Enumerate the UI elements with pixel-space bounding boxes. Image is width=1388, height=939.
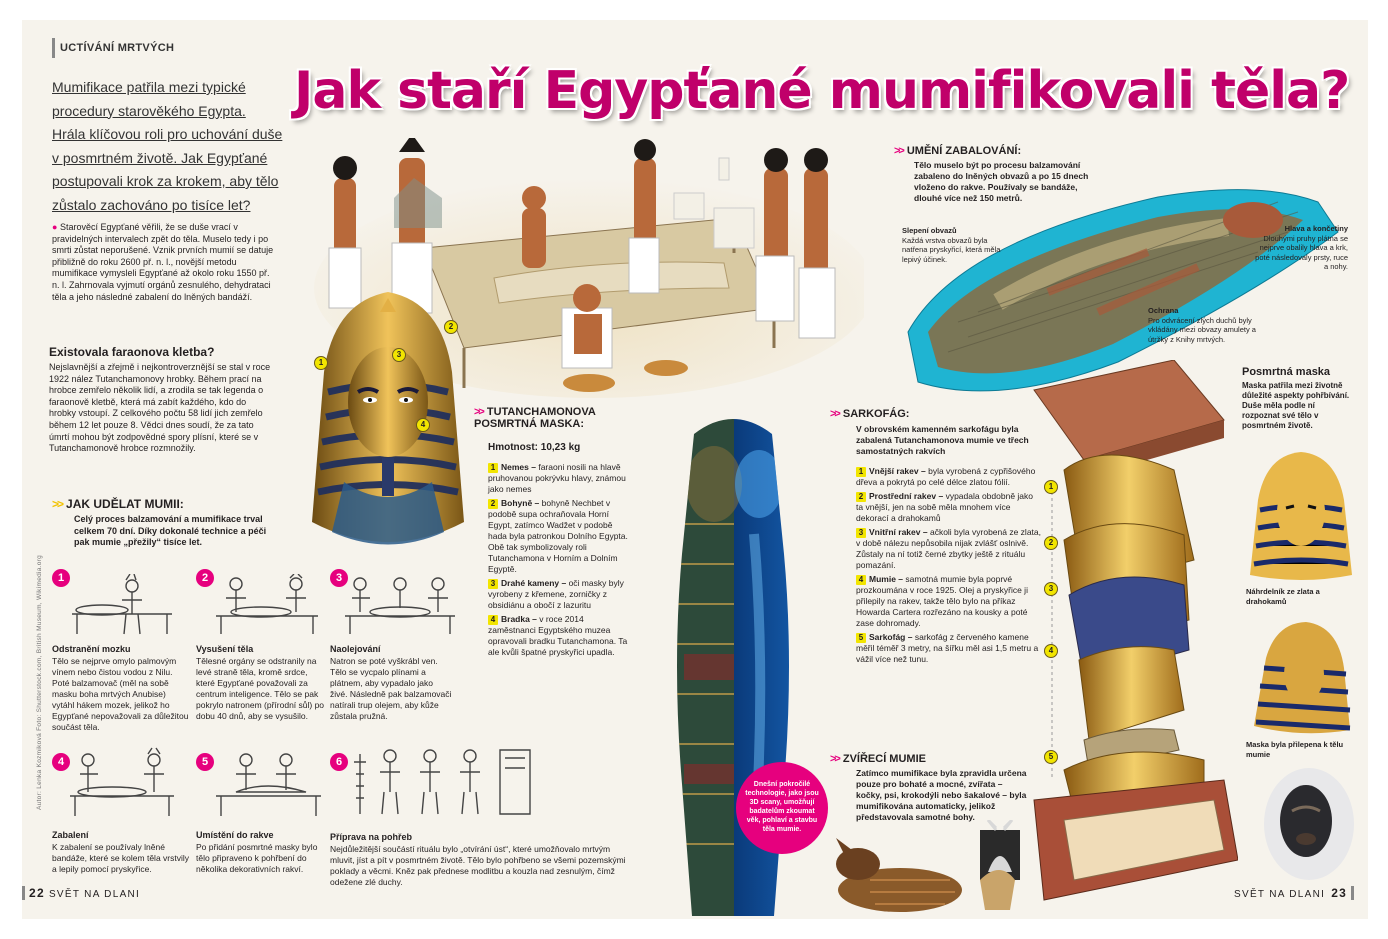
death-mask-intro: Posmrtná maska Maska patřila mezi životně důležité aspekty pohřbívání. Duše měla podle ní rozpoznat své tělo v posmrtném životě. bbox=[1242, 366, 1354, 431]
animals-heading: >> ZVÍŘECÍ MUMIE bbox=[830, 753, 926, 765]
coffin-callout-5: 5 bbox=[1044, 750, 1058, 764]
sarcophagus-item: 4 Mumie – samotná mumie byla poprvé prozkoumána v roce 1925. Olej a pryskyřice ji přilepily na rakev, takže tělo bylo na příkaz Howarda Cartera rozřezáno na kousky a poté zase dohromady. bbox=[856, 574, 1028, 628]
wrapping-protect: Ochrana Pro odvrácení zlých duchů byly vkládány mezi obvazy amulety a útržky z Knihy mrtvých. bbox=[1148, 306, 1256, 344]
mask-callout-2: 2 bbox=[444, 320, 458, 334]
footer-left: 22 SVĚT NA DLANI bbox=[22, 886, 140, 900]
step-text: Tělesné orgány se odstranily na levé straně těla, kromě srdce, které Egypťané považovali za centrum inteligence. Tělo se pak pokrylo natronem (přírodní sůl) po dobu 40 dnů, aby se vysušilo. bbox=[196, 656, 325, 721]
necklace-caption: Náhrdelník ze zlata a drahokamů bbox=[1246, 587, 1320, 606]
step-5 bbox=[196, 752, 336, 874]
sarcophagus-items bbox=[856, 466, 1042, 665]
animal-mummies-image bbox=[830, 820, 1026, 916]
mask-callout-4: 4 bbox=[416, 418, 430, 432]
page-title: Jak staří Egypťané mumifikovali těla? bbox=[294, 61, 1350, 121]
photo-credit: Autor: Lenka Kozmiková Foto: Shutterstock.com, British Museum, Wikimedia.org bbox=[36, 554, 43, 810]
mask-weight: Hmotnost: 10,23 kg bbox=[488, 442, 581, 453]
step-title: Vysušení těla bbox=[196, 644, 254, 654]
step-number: 6 bbox=[330, 753, 348, 771]
funeral-sketch-icon bbox=[340, 744, 540, 820]
step-title: Naolejování bbox=[330, 644, 381, 654]
magazine-spread bbox=[22, 20, 1368, 919]
step-number: 2 bbox=[196, 569, 214, 587]
footer-right: SVĚT NA DLANI 23 bbox=[1234, 886, 1354, 900]
step-text: Po přidání posmrtné masky bylo tělo připraveno k pohřbení do několika dekorativních rakví. bbox=[196, 842, 318, 874]
sarcophagus-item: 2 Prostřední rakev – vypadala obdobně jako ta vnější, jen na sobě měla mnohem více dekorací a drahokamů bbox=[856, 491, 1033, 523]
intro-line: procedury starověkého Egypta. bbox=[52, 102, 246, 119]
tutankhamun-mask-image bbox=[304, 282, 472, 552]
step-title: Příprava na pohřeb bbox=[330, 832, 413, 842]
step-title: Zabalení bbox=[52, 830, 89, 840]
mask-callout-3: 3 bbox=[392, 348, 406, 362]
wrapping-heading: >> UMĚNÍ ZABALOVÁNÍ: bbox=[894, 145, 1022, 157]
coffin-callout-2: 2 bbox=[1044, 536, 1058, 550]
sarcophagus-item: 5 Sarkofág – sarkofág z červeného kamene měřil téměř 3 metry, na šířku měl asi 1,5 metru a vážil více než tunu. bbox=[856, 632, 1039, 664]
step-number: 4 bbox=[52, 753, 70, 771]
curse-text: Nejslavnější a zřejmě i nejkontroverznější se stal v roce 1922 nález Tutanchamonovy hrobky. Během prací na hrobce zemřelo několik lidí, a zrodila se tak legenda o faraonově kletbě, která má zabít každého, kdo do hrobky vstoupí. Z celkového počtu 58 lidí jich zemřelo během 12 let pouze 8. Vědci dnes soudí, že za tato úmrtí mohou být zodpovědné spory plísní, které se v Tutanchamonově hrobce rozmnožily. bbox=[49, 362, 271, 454]
sarcophagus-item: 1 Vnější rakev – byla vyrobená z cypřišového dřeva a pokrytá po celé délce zlatou fólií. bbox=[856, 466, 1036, 487]
step-title: Odstranění mozku bbox=[52, 644, 131, 654]
wrapping-text: Tělo muselo být po procesu balzamování zabaleno do lněných obvazů a po 15 dnech vloženo do rakve. Používaly se bandáže, dlouhé více než 150 metrů. bbox=[914, 160, 1089, 203]
step-3 bbox=[330, 568, 470, 721]
mask-item: 1 Nemes – faraoni nosili na hlavě pruhovanou pokrývku hlavy, známou jako nemes bbox=[488, 462, 626, 494]
step-title: Umístění do rakve bbox=[196, 830, 274, 840]
wrapping-head: Hlava a končetiny Dlouhými pruhy plátna se nejprve obalily hlava a krk, poté následovaly prsty, ruce a nohy. bbox=[1255, 224, 1348, 271]
mask-items bbox=[488, 462, 628, 658]
intro-line: zůstalo zachováno po tisíce let? bbox=[52, 196, 251, 213]
curse-heading: Existovala faraonova kletba? bbox=[49, 345, 215, 359]
intro-line: Mumifikace patřila mezi typické bbox=[52, 79, 246, 95]
mask-item: 4 Bradka – v roce 2014 zaměstnanci Egyptského muzea opravovali bradku Tutanchamona. Ta ale kvůli špatné pryskyřici upadla. bbox=[488, 614, 628, 657]
organs-sketch-icon bbox=[206, 574, 331, 640]
intro-line: Hrála klíčovou roli pro uchování duše bbox=[52, 126, 283, 142]
intro-line: postupovali krok za krokem, aby tělo bbox=[52, 173, 279, 189]
step-text: K zabalení se používaly lněné bandáže, které se kolem těla vrstvily a lepily pomocí pryskyřice. bbox=[52, 842, 190, 874]
step-number: 1 bbox=[52, 569, 70, 587]
mask-item: 2 Bohyně – bohyně Nechbet v podobě supa ochraňovala Horní Egypt, zatímco Wadžet v podobě hada byla patronkou Dolního Egypta. Obě tak symbolizovaly roli Tutanchamona v Horním a Dolním Egyptě. bbox=[488, 498, 628, 574]
step-2 bbox=[196, 568, 336, 721]
step-4 bbox=[52, 752, 192, 874]
intro bbox=[52, 76, 292, 217]
intro-line: v posmrtném životě. Jak Egypťané bbox=[52, 149, 268, 166]
coffins-exploded-illustration bbox=[1024, 360, 1238, 916]
sarcophagus-heading: >> SARKOFÁG: bbox=[830, 408, 910, 420]
step-text: Tělo se nejprve omylo palmovým vínem nebo čistou vodou z Nilu. Poté balzamovač (měl na sobě masku boha mrtvých Anubise) vytáhl hákem mozek, jelikož ho Egypťané nepovažovali za důležitou součást těla. bbox=[52, 656, 189, 732]
mummy-face-image bbox=[1262, 765, 1356, 883]
step-6 bbox=[330, 752, 630, 887]
step-text: Natron se poté vyškrábl ven. Tělo se vycpalo plínami a plátnem, aby vypadalo jako živé. Následně pak balzamovači natírali trup olejem, aby kůže zůstala pružná. bbox=[330, 656, 452, 721]
mask-item: 3 Drahé kameny – oči masky byly vyrobeny z křemene, zorničky z obsidiánu a obočí z lazuritu bbox=[488, 578, 624, 610]
animals-text: Zatímco mumifikace byla zpravidla určena pouze pro bohaté a mocné, zvířata – kočky, psi, krokodýli nebo šakalové – byla mumifikována automaticky, jelikož představovala samotné bohy. bbox=[856, 768, 1027, 822]
mask-callout-1: 1 bbox=[314, 356, 328, 370]
section-label: UCTÍVÁNÍ MRTVÝCH bbox=[52, 38, 174, 58]
oiling-sketch-icon bbox=[340, 574, 465, 640]
howto-heading: >> JAK UDĚLAT MUMII: bbox=[52, 497, 184, 511]
coffin-sketch-icon bbox=[206, 746, 331, 820]
glued-caption: Maska byla přilepena k tělu mumie bbox=[1246, 740, 1344, 759]
scan-bubble: Dnešní pokročilé technologie, jako jsou 3D scany, umožňují badatelům zkoumat věk, pohlaví a stavbu těla mumie. bbox=[736, 762, 828, 854]
howto-intro: Celý proces balzamování a mumifikace trval celkem 70 dní. Díky dokonalé technice a péči pak mumie „přežily“ tisíce let. bbox=[74, 514, 267, 548]
body-text: ● Starověcí Egypťané věřili, že se duše vrací v pravidelných intervalech zpět do těla. Muselo tedy i po smrti zůstat neporušené. Vznik prvních mumií se datuje přibližně do roku 2600 př. n. l., novější metodu mumifikace vymysleli Egypťané až okolo roku 1550 př. n. l. Zahrnovala vyjmutí orgánů zesnulého, dehydrataci těla a jeho následné zabalení do lněných bandáží. bbox=[52, 222, 274, 302]
death-mask-heading: Posmrtná maska bbox=[1242, 366, 1331, 378]
sarcophagus-item: 3 Vnitřní rakev – ačkoli byla vyrobená ze zlata, v době nálezu nepůsobila nijak zvlášť oslnivě. Zůstaly na ní totiž černé zbytky ještě z rituálu pomazání. bbox=[856, 527, 1041, 570]
mask-side-image bbox=[1246, 618, 1356, 734]
wrapping-layers: Slepení obvazů Každá vrstva obvazů byla natřena pryskyřicí, která měla lepivý účinek. bbox=[902, 226, 1001, 264]
step-number: 5 bbox=[196, 753, 214, 771]
wrapping-sketch-icon bbox=[62, 746, 187, 820]
coffin-callout-1: 1 bbox=[1044, 480, 1058, 494]
step-1 bbox=[52, 568, 192, 732]
step-number: 3 bbox=[330, 569, 348, 587]
step-text: Nejdůležitější součástí rituálu bylo „otvírání úst“, které umožňovalo mrtvým mluvit, jíst a pít v posmrtném životě. Tělo bylo pohřbeno se všemi pozemskými poklady a věcmi. Kněz pak přednese modlitbu a kouzla nad zesnulým, čímž odežene zlé duchy. bbox=[330, 844, 626, 887]
sarcophagus-intro: V obrovském kamenném sarkofágu byla zabalená Tutanchamonova mumie ve třech samostatných rakvích bbox=[856, 424, 1029, 456]
coffin-callout-3: 3 bbox=[1044, 582, 1058, 596]
gold-mask-image bbox=[1246, 450, 1356, 580]
coffin-callout-4: 4 bbox=[1044, 644, 1058, 658]
embalming-sketch-icon bbox=[62, 574, 187, 640]
mask-heading: >> TUTANCHAMONOVA POSMRTNÁ MASKA: bbox=[474, 406, 596, 430]
